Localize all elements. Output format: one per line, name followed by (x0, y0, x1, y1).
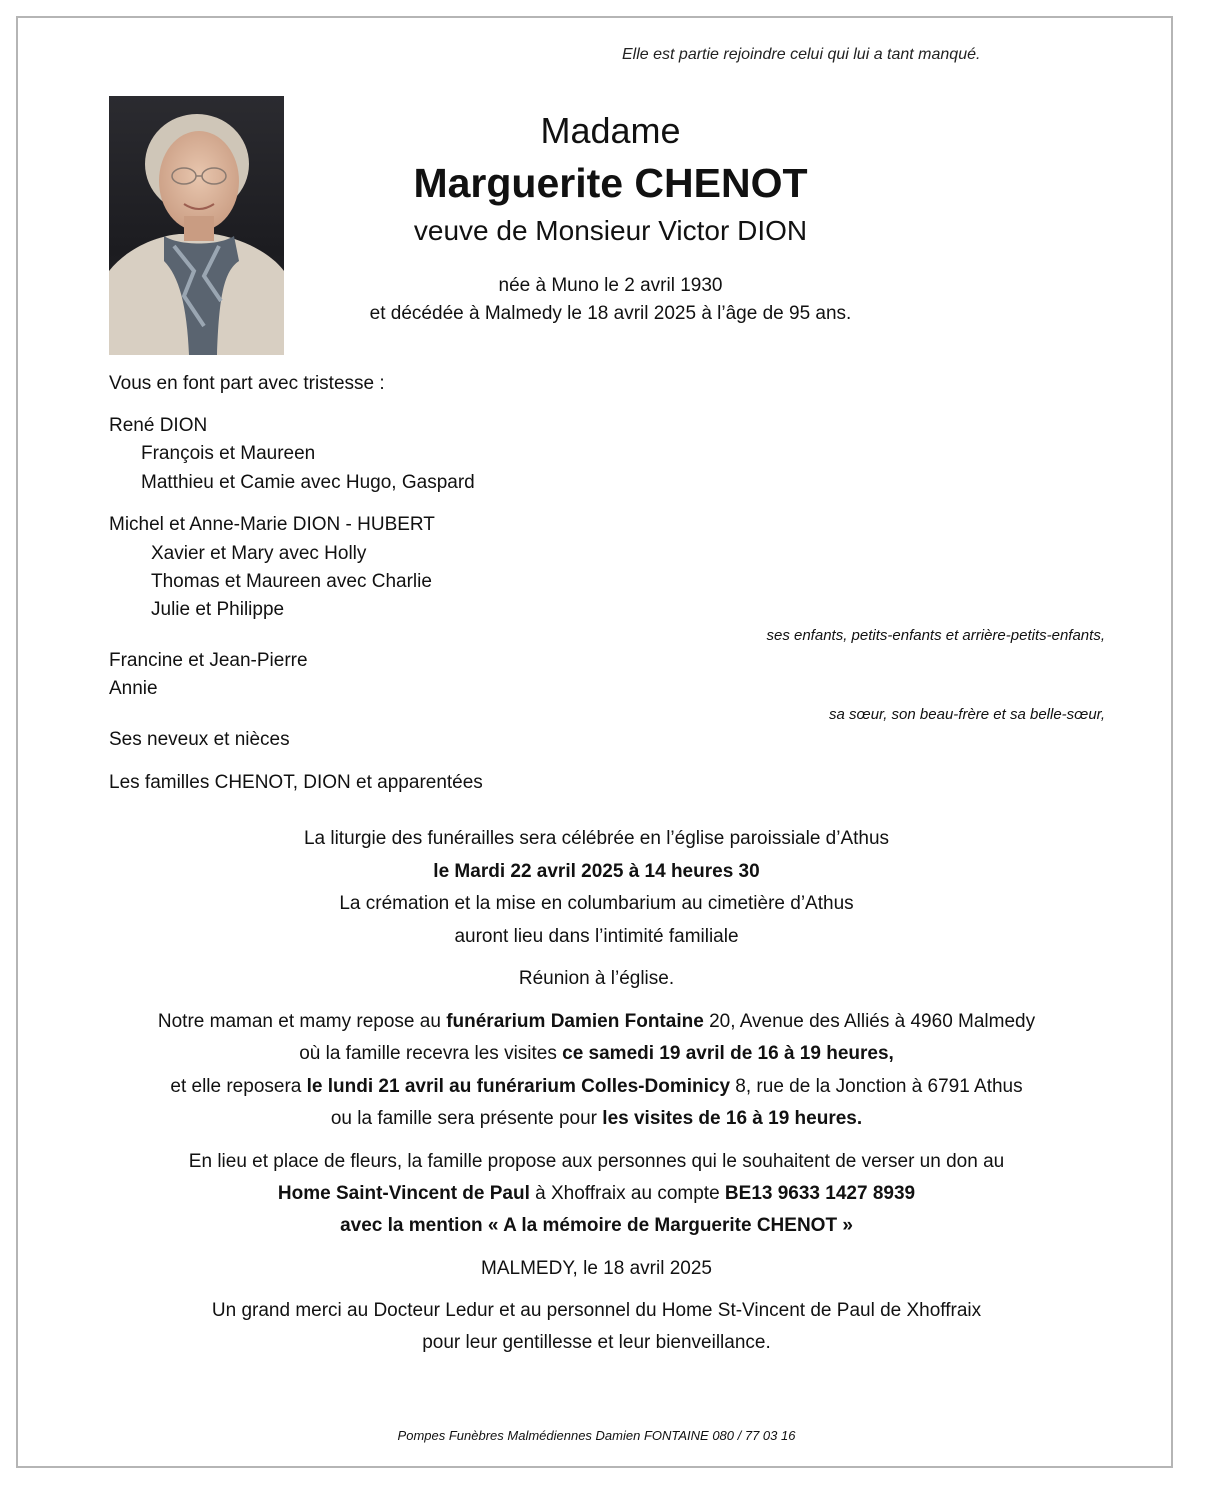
text-span: 20, Avenue des Alliés à 4960 Malmedy (703, 1011, 1036, 1032)
text-span: où la famille recevra les visites (299, 1043, 563, 1064)
thanks-line-1: Un grand merci au Docteur Ledur et au personnel du Home St-Vincent de Paul de Xhoffraix (211, 1300, 982, 1321)
family-member: François et Maureen (141, 443, 316, 464)
deceased-name: Marguerite CHENOT (413, 160, 808, 206)
visit-time: ce samedi 19 avril de 16 à 19 heures, (562, 1043, 894, 1064)
reunion-line: Réunion à l’église. (518, 968, 675, 989)
donation-line-1: En lieu et place de fleurs, la famille propose aux personnes qui le souhaitent de verser un don au (188, 1151, 1005, 1172)
ceremony-line: auront lieu dans l’intimité familiale (454, 926, 739, 947)
obituary-page (16, 16, 1173, 1468)
family-group1-head: René DION (109, 415, 208, 436)
charity-name: Home Saint-Vincent de Paul (277, 1183, 530, 1204)
relation-siblings: sa sœur, son beau-frère et sa belle-sœur, (829, 706, 1105, 723)
visit-time: les visites de 16 à 19 heures. (602, 1108, 863, 1129)
relation-children: ses enfants, petits-enfants et arrière-petits-enfants, (766, 627, 1105, 644)
death-line: et décédée à Malmedy le 18 avril 2025 à l’âge de 95 ans. (369, 303, 852, 324)
text-span: Notre maman et mamy repose au (157, 1011, 447, 1032)
text-span: et elle reposera (170, 1076, 307, 1097)
text-span: ou la famille sera présente pour (330, 1108, 603, 1129)
visits-line-3 (18, 1076, 1175, 1098)
funerarium-name: funérarium Damien Fontaine (446, 1011, 704, 1032)
birth-line: née à Muno le 2 avril 1930 (498, 275, 723, 296)
widow-line: veuve de Monsieur Victor DION (413, 215, 808, 246)
family-group2-head: Michel et Anne-Marie DION - HUBERT (109, 514, 435, 535)
family-member: Thomas et Maureen avec Charlie (151, 571, 432, 592)
text-span: à Xhoffraix au compte (529, 1183, 725, 1204)
dateline: MALMEDY, le 18 avril 2025 (481, 1258, 712, 1279)
family-member: Xavier et Mary avec Holly (151, 543, 367, 564)
epigraph: Elle est partie rejoindre celui qui lui a tant manqué. (622, 46, 981, 63)
visits-line-1 (18, 1011, 1175, 1033)
families-line: Les familles CHENOT, DION et apparentées (109, 772, 483, 793)
ceremony-date: le Mardi 22 avril 2025 à 14 heures 30 (433, 861, 760, 882)
visits-line-4 (18, 1108, 1175, 1130)
family-member: Annie (109, 678, 158, 699)
second-funerarium: le lundi 21 avril au funérarium Colles-Dominicy (306, 1076, 731, 1097)
ceremony-line: La crémation et la mise en columbarium au cimetière d’Athus (339, 893, 854, 914)
family-member: Francine et Jean-Pierre (109, 650, 308, 671)
text-span: 8, rue de la Jonction à 6791 Athus (730, 1076, 1023, 1097)
family-intro: Vous en font part avec tristesse : (109, 373, 385, 394)
footer-funeral-home: Pompes Funèbres Malmédiennes Damien FONTAINE 080 / 77 03 16 (397, 1428, 796, 1443)
thanks-line-2: pour leur gentillesse et leur bienveillance. (422, 1332, 771, 1353)
donation-mention: avec la mention « A la mémoire de Marguerite CHENOT » (340, 1215, 853, 1236)
family-member: Matthieu et Camie avec Hugo, Gaspard (141, 472, 475, 493)
bank-account: BE13 9633 1427 8939 (724, 1183, 916, 1204)
visits-line-2 (18, 1043, 1175, 1065)
family-member: Julie et Philippe (151, 599, 285, 620)
nephews-line: Ses neveux et nièces (109, 729, 290, 750)
title-label: Madame (540, 110, 681, 151)
donation-line-2 (18, 1183, 1175, 1205)
ceremony-line: La liturgie des funérailles sera célébrée en l’église paroissiale d’Athus (303, 828, 890, 849)
